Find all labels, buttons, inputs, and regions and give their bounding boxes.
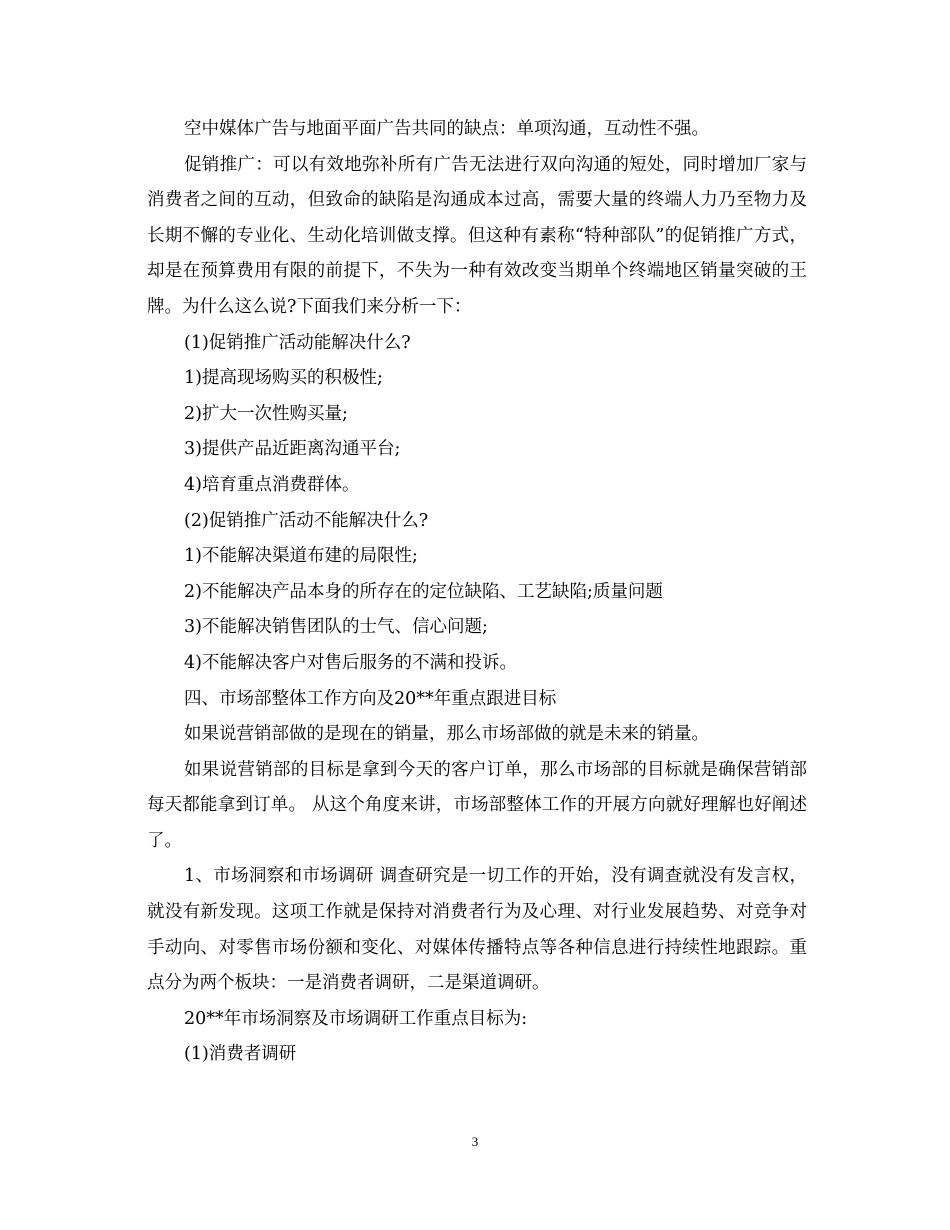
paragraph-research-goals: 20**年市场洞察及市场调研工作重点目标为: — [184, 1008, 528, 1029]
list-item: 2)不能解决产品本身的所存在的定位缺陷、工艺缺陷;质量问题 — [184, 581, 663, 602]
list-item: 4)不能解决客户对售后服务的不满和投诉。 — [184, 652, 517, 673]
document-body — [147, 112, 807, 1073]
list-item: 1)不能解决渠道布建的局限性; — [184, 546, 418, 567]
list-item: 2)扩大一次性购买量; — [184, 403, 348, 424]
paragraph-promotion-intro: 促销推广：可以有效地弥补所有广告无法进行双向沟通的短处，同时增加厂家与消费者之间的互动，但致命的缺陷是沟通成本过高，需要大量的终端人力乃至物力及长期不懈的专业化、生动化培训做支撑。但这种有素称“特种部队”的促销推广方式，却是在预算费用有限的前提下，不失为一种有效改变当期单个终端地区销量突破的王牌。为什么这么说?下面我们来分析一下： — [147, 154, 807, 317]
heading-promotion-cannot-solve: (2)促销推广活动不能解决什么? — [184, 510, 429, 531]
list-item: 1)提高现场购买的积极性; — [184, 368, 383, 389]
list-item: 3)不能解决销售团队的士气、信心问题; — [184, 617, 488, 638]
list-item: 4)培育重点消费群体。 — [184, 474, 360, 495]
list-item: 3)提供产品近距离沟通平台; — [184, 439, 401, 460]
paragraph-sales-vs-market: 如果说营销部做的是现在的销量，那么市场部做的就是未来的销量。 — [184, 724, 709, 745]
page-number: 3 — [471, 1134, 479, 1149]
heading-consumer-research: (1)消费者调研 — [184, 1044, 297, 1065]
paragraph-market-research: 1、市场洞察和市场调研 调查研究是一切工作的开始，没有调查就没有发言权，就没有新发现。这项工作就是保持对消费者行为及心理、对行业发展趋势、对竞争对手动向、对零售市场份额和变化、对媒体传播特点等各种信息进行持续性地跟踪。重点分为两个板块：一是消费者调研，二是渠道调研。 — [147, 866, 807, 994]
paragraph-ad-drawbacks: 空中媒体广告与地面平面广告共同的缺点：单项沟通，互动性不强。 — [184, 119, 709, 139]
paragraph-marketing-goal: 如果说营销部的目标是拿到今天的客户订单，那么市场部的目标就是确保营销部每天都能拿到订单。 从这个角度来讲，市场部整体工作的开展方向就好理解也好阐述了。 — [147, 759, 807, 851]
heading-promotion-can-solve: (1)促销推广活动能解决什么? — [184, 332, 411, 353]
section-heading-four: 四、市场部整体工作方向及20**年重点跟进目标 — [184, 688, 557, 709]
